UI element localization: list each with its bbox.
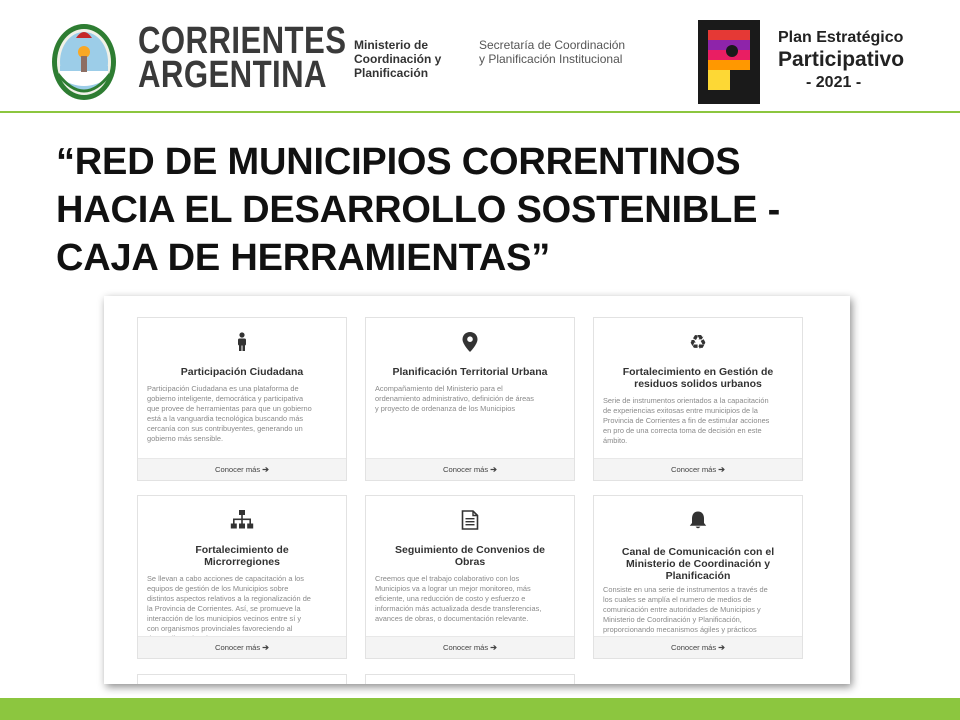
conocer-mas-link[interactable]: Conocer más ➔ xyxy=(594,458,802,480)
plan-line-1: Plan Estratégico xyxy=(778,29,904,46)
card-title: Participación Ciudadana xyxy=(180,366,304,378)
card-planificacion-territorial[interactable] xyxy=(365,317,575,481)
card-title: Fortalecimiento en Gestión de residuos solidos urbanos xyxy=(622,366,774,390)
secretaria-line: y Planificación Institucional xyxy=(479,52,623,66)
card-partial xyxy=(365,674,575,684)
secretaria-label xyxy=(479,38,629,66)
arrow-right-icon: ➔ xyxy=(490,465,497,474)
plan-estrategico-text xyxy=(778,28,904,94)
header xyxy=(0,0,960,112)
plan-estrategico-logo xyxy=(698,20,760,104)
plan-line-year: - 2021 - xyxy=(806,74,862,91)
card-canal-comunicacion[interactable] xyxy=(593,495,803,659)
conocer-mas-link[interactable]: Conocer más ➔ xyxy=(138,636,346,658)
slide-title xyxy=(56,138,936,282)
card-participacion-ciudadana[interactable] xyxy=(137,317,347,481)
plan-line-2: Participativo xyxy=(778,48,905,71)
person-icon xyxy=(233,332,251,352)
bell-icon xyxy=(688,510,708,530)
ministry-label xyxy=(354,38,464,80)
card-title: Canal de Comunicación con el Ministerio de Coordinación y Planificación xyxy=(621,546,775,582)
arrow-right-icon: ➔ xyxy=(718,643,725,652)
slide-title-line: “RED DE MUNICIPIOS CORRENTINOS xyxy=(56,141,741,183)
card-description: Consiste en una serie de instrumentos a través de los cuales se amplía el numero de medios de comunicación entre autoridades de Municipios y Ministerio de Coordinación y Planificación, proporcionando mecanismos ágiles y prácticos xyxy=(603,585,768,634)
card-title: Seguimiento de Convenios de Obras xyxy=(395,544,545,568)
card-gestion-residuos[interactable] xyxy=(593,317,803,481)
slide-title-line: HACIA EL DESARROLLO SOSTENIBLE - xyxy=(56,189,781,231)
brand-line-corrientes: CORRIENTES xyxy=(138,20,347,62)
arrow-right-icon: ➔ xyxy=(718,465,725,474)
provincial-seal-logo xyxy=(50,22,118,102)
slide-title-line: CAJA DE HERRAMIENTAS” xyxy=(56,237,551,279)
recycle-icon: ♻ xyxy=(689,330,707,354)
header-divider xyxy=(0,111,960,113)
card-title: Planificación Territorial Urbana xyxy=(392,366,548,378)
sitemap-icon xyxy=(230,510,254,530)
document-icon xyxy=(461,510,479,530)
arrow-right-icon: ➔ xyxy=(262,465,269,474)
card-description: Participación Ciudadana es una plataforma de gobierno inteligente, democrática y participativa que provee de herramientas para que un gobierno está a la vanguardia tecnológica buscando más cercanía con sus contribuyentes, generando un gobierno más sensible. xyxy=(147,384,312,443)
brand-line-argentina: ARGENTINA xyxy=(138,54,327,96)
conocer-mas-link[interactable]: Conocer más ➔ xyxy=(366,458,574,480)
footer-bar xyxy=(0,698,960,720)
conocer-mas-link[interactable]: Conocer más ➔ xyxy=(594,636,802,658)
conocer-mas-link[interactable]: Conocer más ➔ xyxy=(138,458,346,480)
map-marker-icon xyxy=(462,332,478,352)
card-title: Fortalecimiento de Microrregiones xyxy=(195,544,289,568)
arrow-right-icon: ➔ xyxy=(490,643,497,652)
card-description: Creemos que el trabajo colaborativo con los Municipios va a lograr un mejor monitoreo, más eficiente, una reducción de costo y esfuerzo e información más actualizada desde transferencias, avances de obras, o documentación relevante. xyxy=(375,574,542,623)
card-description: Acompañamiento del Ministerio para el ordenamiento administrativo, definición de áreas y proyecto de ordenanza de los Municipios xyxy=(375,384,534,413)
ministry-line: Planificación xyxy=(354,66,429,80)
ministry-line: Coordinación y xyxy=(354,52,442,66)
card-description: Se llevan a cabo acciones de capacitación a los equipos de gestión de los Municipios sobre distintos aspectos relativos a la regionalización de la Provincia de Corrientes. Así, se promueve la interacción de los municipios vecinos entre sí y con organismos provinciales favoreciendo al xyxy=(147,574,311,633)
card-description: Serie de instrumentos orientados a la capacitación de experiencias exitosas entre municipios de la Provincia de Corrientes a fin de estimular acciones en pro de una correcta toma de decisión en este ámbito. xyxy=(603,396,770,445)
toolbox-screenshot xyxy=(104,296,850,684)
conocer-mas-link[interactable]: Conocer más ➔ xyxy=(366,636,574,658)
card-convenios-obras[interactable] xyxy=(365,495,575,659)
arrow-right-icon: ➔ xyxy=(262,643,269,652)
ministry-line: Ministerio de xyxy=(354,38,429,52)
secretaria-line: Secretaría de Coordinación xyxy=(479,38,626,52)
card-microrregiones[interactable] xyxy=(137,495,347,659)
card-partial xyxy=(137,674,347,684)
